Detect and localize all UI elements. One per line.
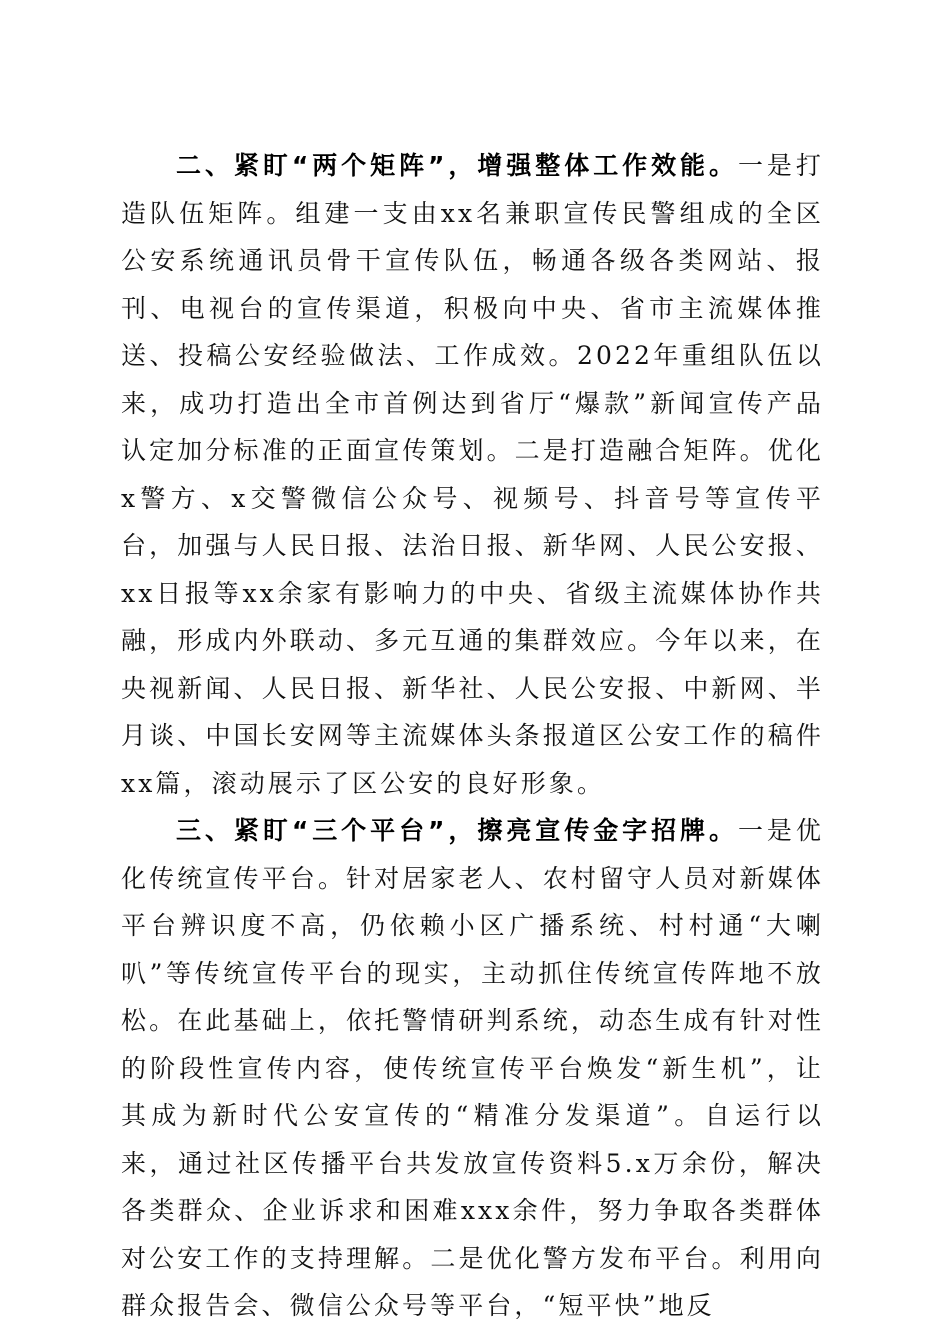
paragraph-body-two-matrices: 一是打造队伍矩阵。组建一支由xx名兼职宣传民警组成的全区公安系统通讯员骨干宣传队伍，畅通各级各类网站、报刊、电视台的宣传渠道，积极向中央、省市主流媒体推送、投稿公安经验做法、工作成效。2022年重组队伍以来，成功打造出全市首例达到省厅“爆款”新闻宣传产品认定加分标准的正面宣传策划。二是打造融合矩阵。优化x警方、x交警微信公众号、视频号、抖音号等宣传平台，加强与人民日报、法治日报、新华网、人民公安报、xx日报等xx余家有影响力的中央、省级主流媒体协作共融，形成内外联动、多元互通的集群效应。今年以来，在央视新闻、人民日报、新华社、人民公安报、中新网、半月谈、中国长安网等主流媒体头条报道区公安工作的稿件xx篇，滚动展示了区公安的良好形象。 bbox=[121, 151, 824, 798]
paragraph-two-matrices bbox=[121, 142, 824, 807]
paragraph-body-three-platforms: 一是优化传统宣传平台。针对居家老人、农村留守人员对新媒体平台辨识度不高，仍依赖小区广播系统、村村通“大喇叭”等传统宣传平台的现实，主动抓住传统宣传阵地不放松。在此基础上，依托警情研判系统，动态生成有针对性的阶段性宣传内容，使传统宣传平台焕发“新生机”，让其成为新时代公安宣传的“精准分发渠道”。自运行以来，通过社区传播平台共发放宣传资料5.x万余份，解决各类群众、企业诉求和困难xxx余件，努力争取各类群体对公安工作的支持理解。二是优化警方发布平台。利用向群众报告会、微信公众号等平台，“短平快”地反 bbox=[121, 816, 824, 1320]
section-heading-two-matrices: 二、紧盯“两个矩阵”，增强整体工作效能。 bbox=[176, 151, 738, 180]
section-heading-three-platforms: 三、紧盯“三个平台”，擦亮宣传金字招牌。 bbox=[176, 816, 738, 845]
paragraph-three-platforms bbox=[121, 807, 824, 1330]
document-body bbox=[121, 142, 824, 1330]
